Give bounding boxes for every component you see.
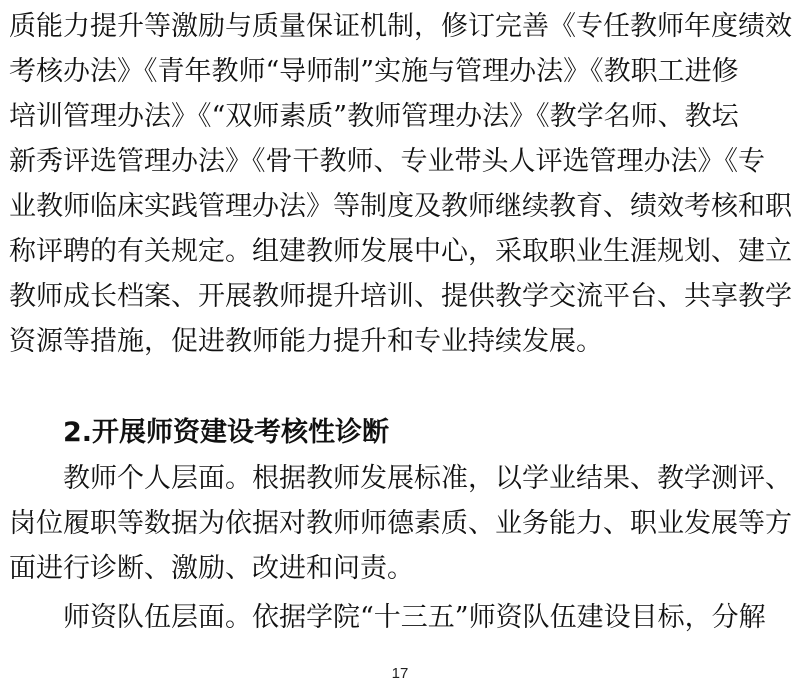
section-heading: 2.开展师资建设考核性诊断 xyxy=(63,417,390,448)
paragraph-line: 面进行诊断、激励、改进和问责。 xyxy=(9,553,414,584)
paragraph-line: 新秀评选管理办法》《骨干教师、专业带头人评选管理办法》《专 xyxy=(9,146,765,177)
paragraph-line: 师资队伍层面。依据学院“十三五”师资队伍建设目标，分解 xyxy=(63,602,766,633)
paragraph-line: 教师成长档案、开展教师提升培训、提供教学交流平台、共享教学 xyxy=(9,281,792,312)
paragraph-line: 培训管理办法》《“双师素质”教师管理办法》《教学名师、教坛 xyxy=(9,101,739,132)
paragraph-line: 考核办法》《青年教师“导师制”实施与管理办法》《教职工进修 xyxy=(9,56,739,87)
paragraph-line: 资源等措施，促进教师能力提升和专业持续发展。 xyxy=(9,326,603,357)
paragraph-line: 称评聘的有关规定。组建教师发展中心，采取职业生涯规划、建立 xyxy=(9,236,792,267)
paragraph-line: 岗位履职等数据为依据对教师师德素质、业务能力、职业发展等方 xyxy=(9,508,792,539)
paragraph-line: 业教师临床实践管理办法》等制度及教师继续教育、绩效考核和职 xyxy=(9,191,792,222)
paragraph-line: 教师个人层面。根据教师发展标准，以学业结果、教学测评、 xyxy=(63,463,792,494)
page-number: 17 xyxy=(391,665,409,682)
paragraph-line: 质能力提升等激励与质量保证机制，修订完善《专任教师年度绩效 xyxy=(9,11,792,42)
